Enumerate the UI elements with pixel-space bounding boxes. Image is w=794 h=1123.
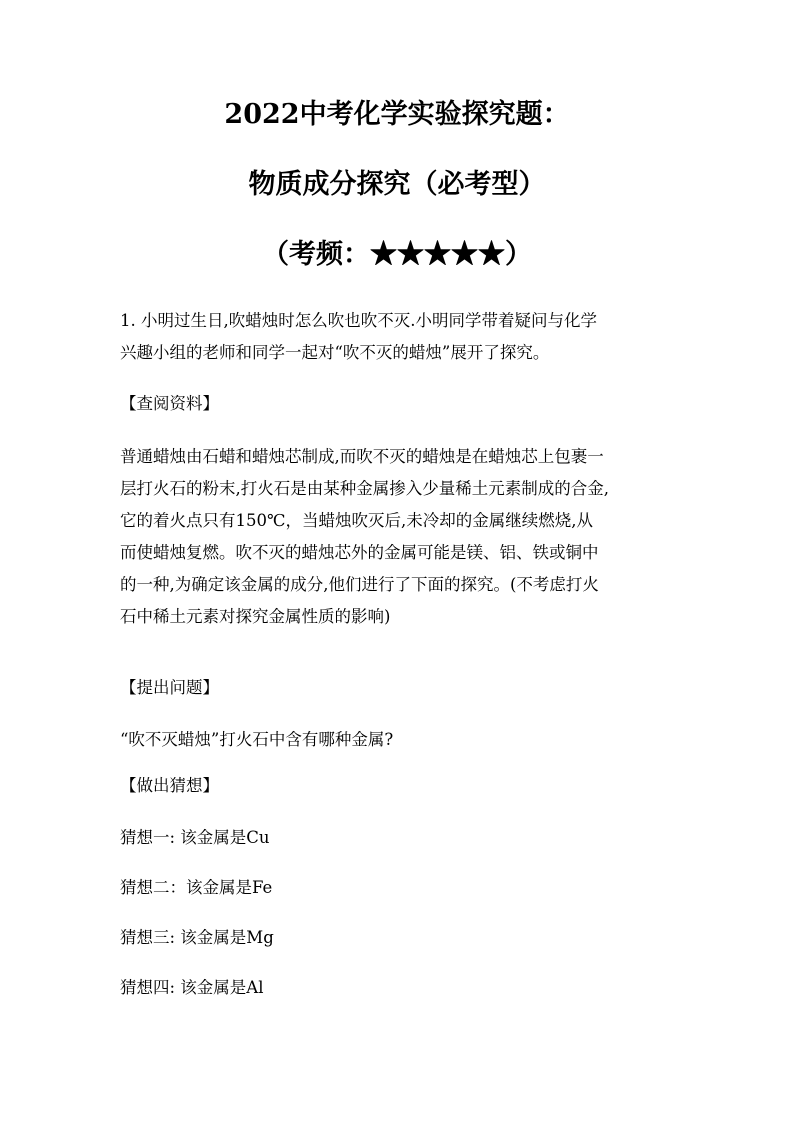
guess-item: 猜想三: 该金属是Mg <box>120 928 274 947</box>
reference-line: 而使蜡烛复燃。吹不灭的蜡烛芯外的金属可能是镁、铝、铁或铜中 <box>120 543 599 562</box>
guess-heading: 【做出猜想】 <box>120 776 219 795</box>
question-heading: 【提出问题】 <box>120 678 219 697</box>
page-title: 2022中考化学实验探究题： <box>224 99 570 130</box>
reference-line: 它的着火点只有150℃，当蜡烛吹灭后,未冷却的金属继续燃烧,从 <box>120 511 593 530</box>
reference-line: 普通蜡烛由石蜡和蜡烛芯制成,而吹不灭的蜡烛是在蜡烛芯上包裹一 <box>120 447 604 466</box>
reference-paragraph <box>120 441 680 633</box>
guess-item: 猜想四: 该金属是Al <box>120 978 264 997</box>
reference-line: 石中稀土元素对探究金属性质的影响) <box>120 607 391 626</box>
star-rating: ★★★★★ <box>370 239 505 270</box>
frequency-rating <box>0 238 794 272</box>
reference-line: 的一种,为确定该金属的成分,他们进行了下面的探究。(不考虑打火 <box>120 575 599 594</box>
guess-item: 猜想一: 该金属是Cu <box>120 828 270 847</box>
question-text: “吹不灭蜡烛”打火石中含有哪种金属? <box>120 730 394 749</box>
question-intro-line: 兴趣小组的老师和同学一起对“吹不灭的蜡烛”展开了探究。 <box>120 343 550 362</box>
frequency-label-suffix: ） <box>505 239 532 270</box>
question-intro <box>120 305 680 369</box>
reference-line: 层打火石的粉末,打火石是由某种金属掺入少量稀土元素制成的合金, <box>120 479 609 498</box>
page-subtitle: 物质成分探究（必考型） <box>248 169 546 200</box>
reference-heading: 【查阅资料】 <box>120 394 219 413</box>
question-intro-line: 1. 小明过生日,吹蜡烛时怎么吹也吹不灭.小明同学带着疑问与化学 <box>120 311 597 330</box>
guess-item: 猜想二：该金属是Fe <box>120 878 273 897</box>
frequency-label-prefix: （考频： <box>262 239 370 270</box>
